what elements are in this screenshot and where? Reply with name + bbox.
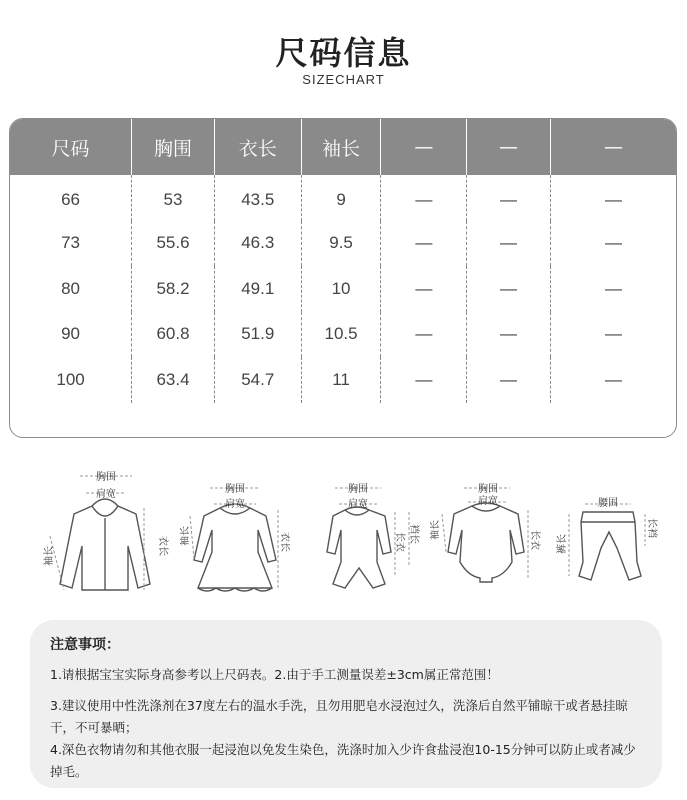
notes-title: 注意事项： [50, 637, 120, 653]
table-cell: 60.8 [132, 312, 215, 358]
table-cell: 51.9 [214, 312, 301, 358]
page-title: 尺码信息 [275, 34, 412, 72]
measurement-diagrams [0, 466, 687, 596]
care-notes [30, 620, 662, 788]
table-cell: 46.3 [214, 221, 301, 267]
diagram-label: 裤长 [557, 534, 568, 554]
diagram-label: 衣长 [157, 536, 168, 556]
table-cell: 9 [301, 175, 381, 221]
diagram-label: 胸围 [478, 484, 498, 495]
diagram-label: 肩宽 [96, 489, 116, 500]
table-cell: — [604, 190, 622, 210]
note-item: 3.建议使用中性洗涤剂在37度左右的温水手洗，且勿用肥皂水浸泡过久，洗涤后自然平铺晾干或者悬挂晾干，不可暴晒； [50, 698, 628, 735]
table-cell: 90 [10, 312, 132, 358]
diagram-label: 袖长 [430, 520, 441, 540]
bodysuit-diagram [430, 466, 550, 596]
table-cell: 66 [10, 175, 132, 221]
table-row [10, 312, 676, 358]
column-header: 尺码 [10, 119, 132, 175]
column-header: 袖长 [301, 119, 381, 175]
table-cell: 55.6 [132, 221, 215, 267]
table-cell: 73 [10, 221, 132, 267]
table-cell: 63.4 [132, 357, 215, 403]
column-header: — [603, 136, 623, 158]
table-cell: 10.5 [301, 312, 381, 358]
table-cell: 43.5 [214, 175, 301, 221]
jacket-diagram [40, 466, 170, 596]
diagram-label: 长裆 [646, 518, 657, 538]
table-cell: 49.1 [214, 266, 301, 312]
diagram-label: 腰围 [598, 498, 618, 509]
diagram-label: 长衣 [529, 530, 540, 550]
table-cell: — [467, 357, 551, 403]
table-cell: 10 [301, 266, 381, 312]
column-header: 胸围 [132, 119, 215, 175]
table-cell: 11 [301, 357, 381, 403]
diagram-label: 裆长 [408, 524, 419, 544]
table-row [10, 266, 676, 312]
table-cell: — [381, 221, 467, 267]
table-cell: 9.5 [301, 221, 381, 267]
table-row [10, 357, 676, 403]
diagram-label: 肩宽 [478, 496, 498, 507]
table-cell: — [467, 312, 551, 358]
table-cell: — [604, 369, 622, 389]
table-row [10, 175, 676, 221]
table-row [10, 221, 676, 267]
table-cell: — [381, 175, 467, 221]
diagram-label: 胸围 [225, 484, 245, 495]
dress-diagram [180, 466, 290, 596]
table-cell: — [467, 175, 551, 221]
diagram-label: 胸围 [348, 484, 368, 495]
table-cell: — [467, 221, 551, 267]
table-cell: — [604, 233, 622, 253]
table-cell: — [381, 357, 467, 403]
table-cell: — [604, 324, 622, 344]
table-cell: — [467, 266, 551, 312]
romper-diagram [305, 466, 425, 596]
note-item: 1.请根据宝宝实际身高参考以上尺码表。2.由于手工测量误差±3cm属正常范围！ [50, 667, 499, 682]
table-cell: 54.7 [214, 357, 301, 403]
table-cell: — [381, 266, 467, 312]
note-item: 4.深色衣物请勿和其他衣服一起浸泡以免发生染色，洗涤时加入少许食盐浸泡10-15分钟可以防止或者减少掉毛。 [50, 742, 636, 779]
diagram-label: 袖长 [44, 546, 55, 566]
table-cell: 80 [10, 266, 132, 312]
table-cell: 53 [132, 175, 215, 221]
diagram-label: 袖长 [180, 526, 191, 546]
table-cell: 100 [10, 357, 132, 403]
diagram-label: 胸围 [96, 472, 116, 483]
diagram-label: 肩宽 [225, 499, 245, 510]
diagram-label: 肩宽 [348, 499, 368, 510]
diagram-label: 长衣 [394, 532, 405, 552]
table-header-row [10, 119, 676, 175]
table-cell: 58.2 [132, 266, 215, 312]
size-table [9, 118, 677, 438]
table-cell: — [381, 312, 467, 358]
pants-diagram [555, 466, 665, 596]
column-header: — [381, 119, 467, 175]
diagram-label: 衣长 [279, 532, 290, 552]
column-header: — [467, 119, 551, 175]
column-header: 衣长 [214, 119, 301, 175]
page-subtitle: SIZECHART [302, 72, 385, 87]
table-cell: — [604, 278, 622, 298]
